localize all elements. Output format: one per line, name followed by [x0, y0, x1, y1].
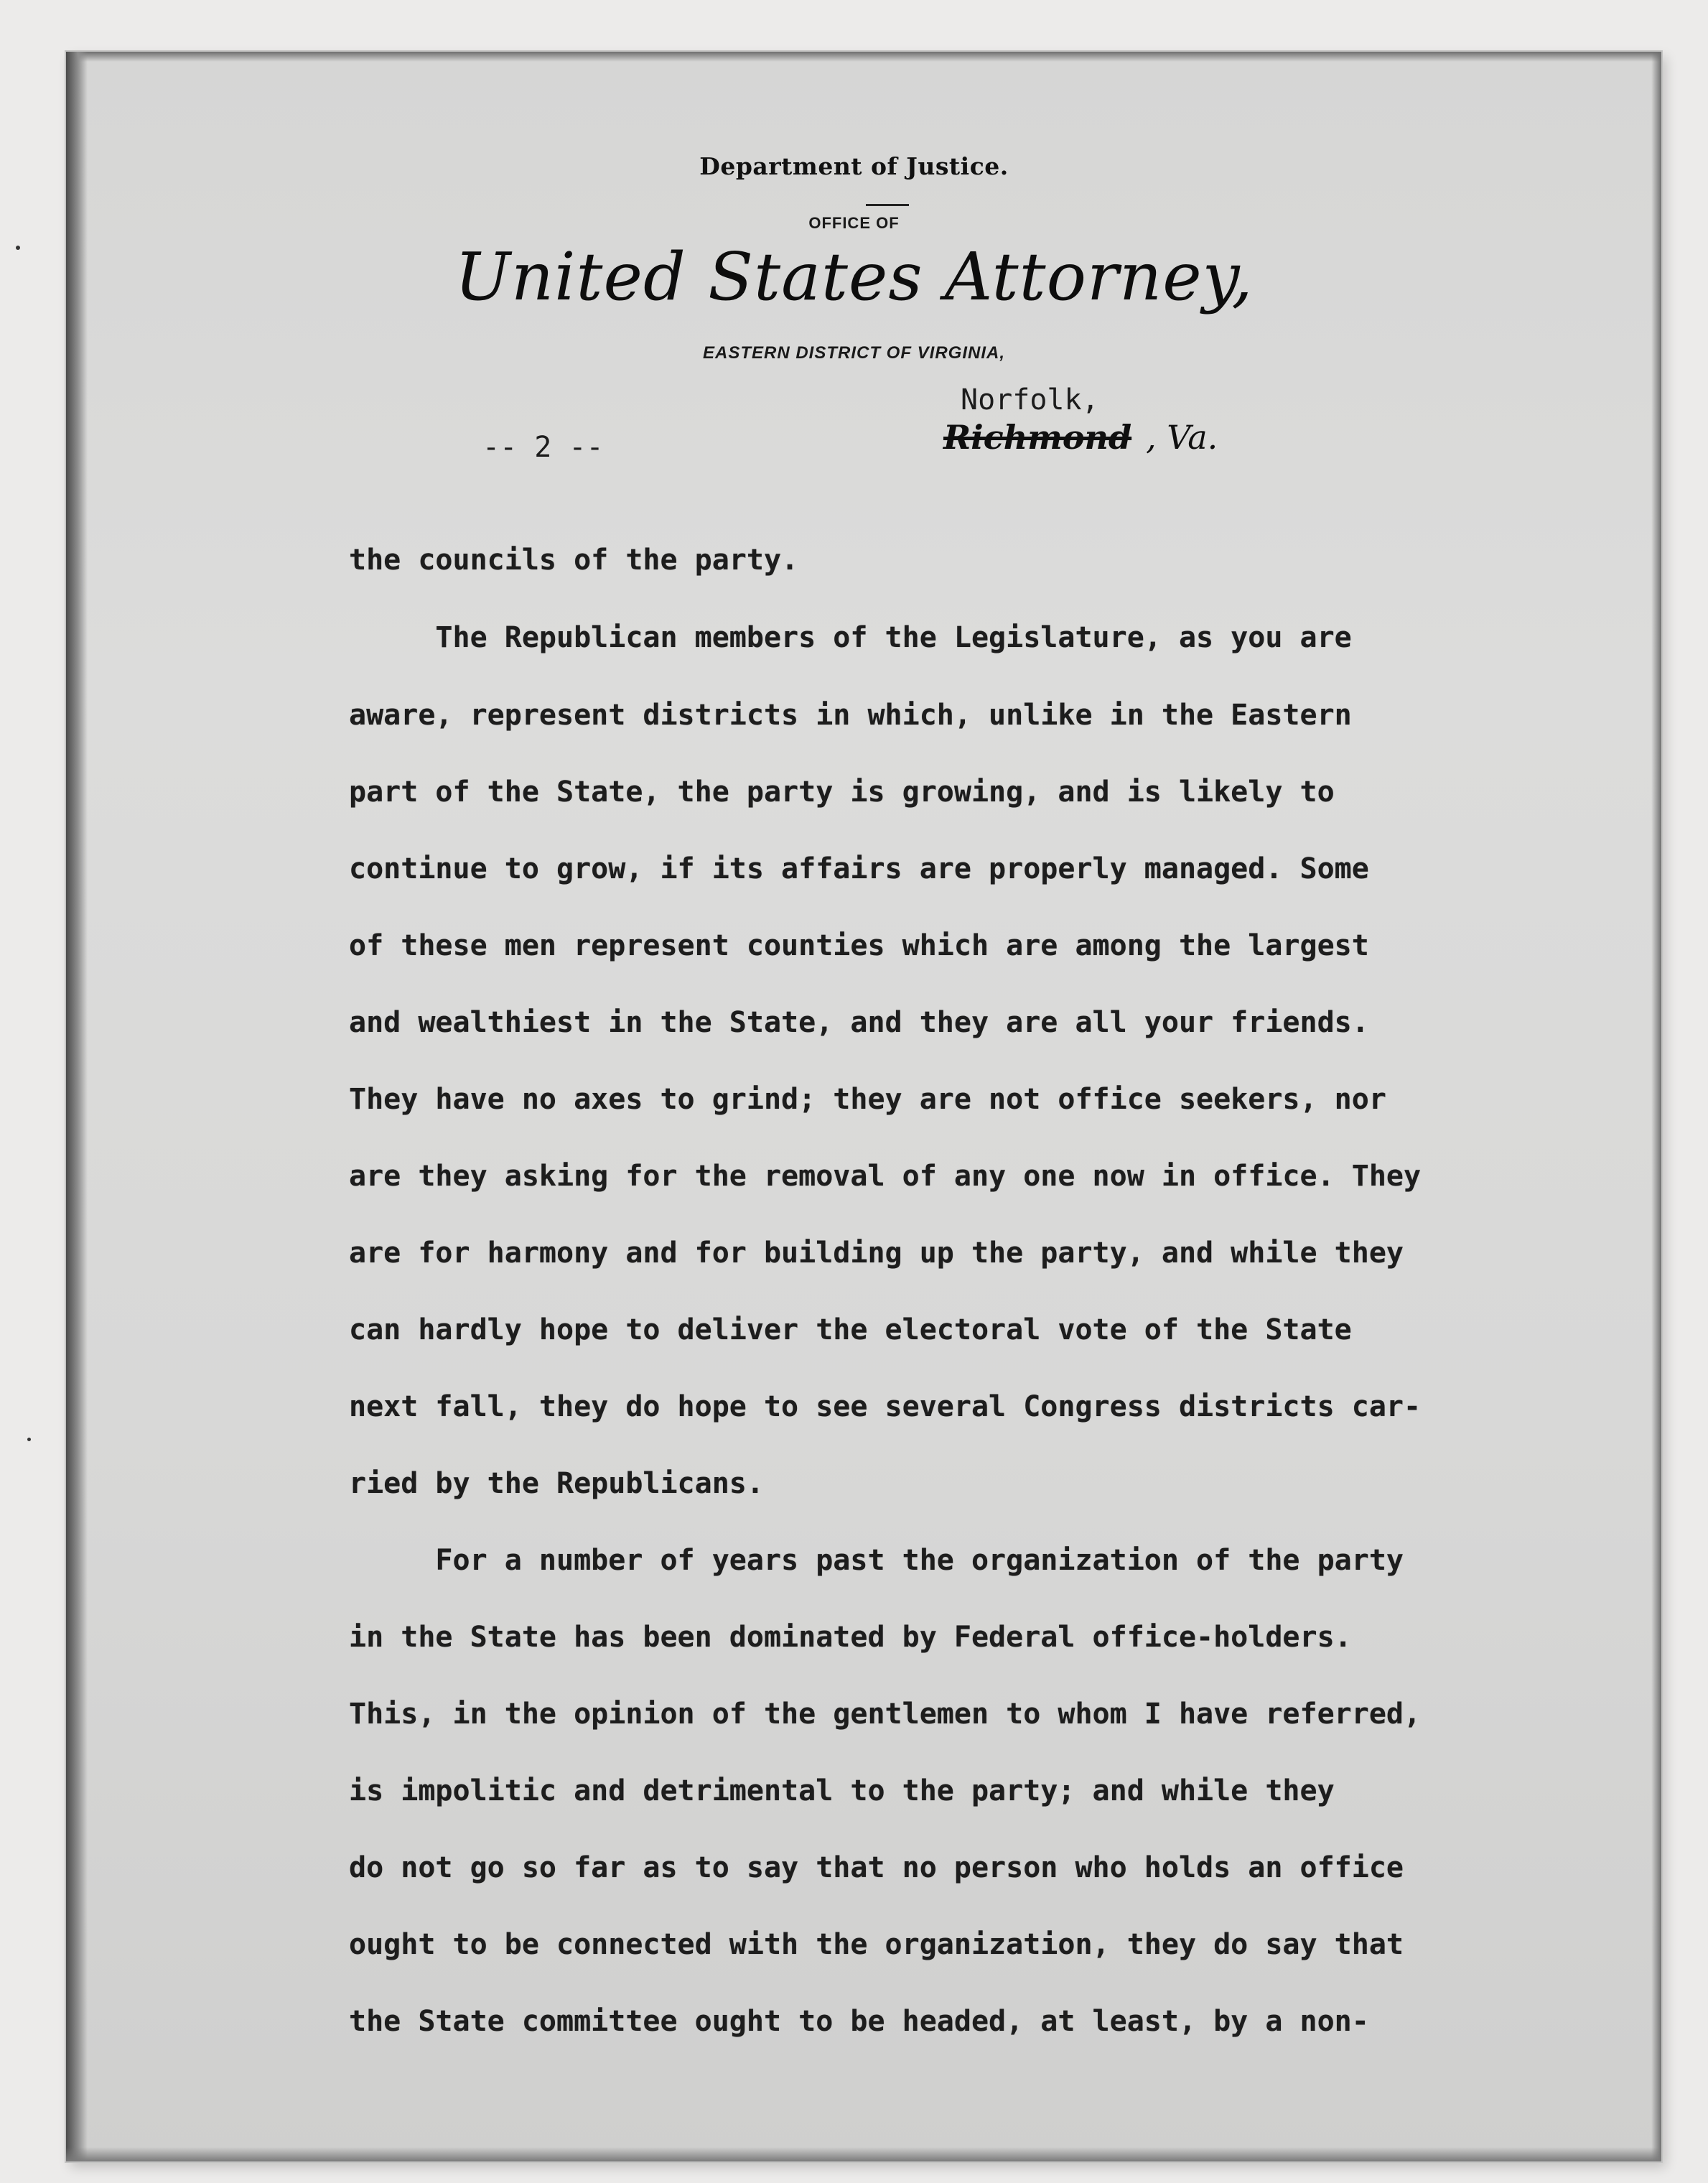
- body-line: For a number of years past the organization of the party: [349, 1544, 1404, 1577]
- body-line: the councils of the party.: [349, 544, 799, 577]
- struck-out-city: Richmond: [943, 418, 1132, 457]
- background-speck: [27, 1438, 31, 1441]
- body-line: The Republican members of the Legislature, as you are: [349, 621, 1352, 654]
- letterhead-office-of: OFFICE OF: [808, 214, 900, 232]
- letterhead-district: EASTERN DISTRICT OF VIRGINIA,: [702, 343, 1005, 363]
- body-line: are for harmony and for building up the party, and while they: [349, 1237, 1404, 1270]
- body-line: can hardly hope to deliver the electoral vote of the State: [349, 1313, 1352, 1346]
- body-line: next fall, they do hope to see several Congress districts car-: [349, 1390, 1422, 1423]
- body-line: is impolitic and detrimental to the party; and while they: [349, 1774, 1335, 1807]
- body-line: the State committee ought to be headed, at least, by a non-: [349, 2005, 1369, 2038]
- page-right-edge: [1651, 52, 1661, 2161]
- body-line: aware, represent districts in which, unlike in the Eastern: [349, 699, 1352, 732]
- page-number: -- 2 --: [482, 431, 604, 464]
- body-line: ried by the Republicans.: [349, 1467, 764, 1500]
- body-line: part of the State, the party is growing, and is likely to: [349, 776, 1335, 809]
- page-bottom-edge: [66, 2147, 1661, 2161]
- state-abbreviation: , Va.: [1146, 418, 1218, 457]
- letterhead-divider: [866, 204, 909, 206]
- letterhead-department: Department of Justice.: [699, 152, 1009, 180]
- body-line: and wealthiest in the State, and they are all your friends.: [349, 1006, 1369, 1039]
- page-top-edge: [66, 52, 1661, 62]
- body-line: are they asking for the removal of any one now in office. They: [349, 1160, 1422, 1193]
- body-line: They have no axes to grind; they are not office seekers, nor: [349, 1083, 1386, 1116]
- body-line: do not go so far as to say that no person who holds an office: [349, 1851, 1404, 1884]
- body-line: ought to be connected with the organization, they do say that: [349, 1928, 1404, 1961]
- body-line: in the State has been dominated by Federal office-holders.: [349, 1621, 1352, 1654]
- body-line: of these men represent counties which are among the largest: [349, 929, 1369, 962]
- body-line: This, in the opinion of the gentlemen to whom I have referred,: [349, 1698, 1422, 1731]
- letterhead-title: United States Attorney,: [454, 238, 1254, 315]
- body-line: continue to grow, if its affairs are properly managed. Some: [349, 852, 1369, 885]
- typed-city: Norfolk,: [961, 383, 1099, 416]
- page-left-edge: [66, 52, 88, 2161]
